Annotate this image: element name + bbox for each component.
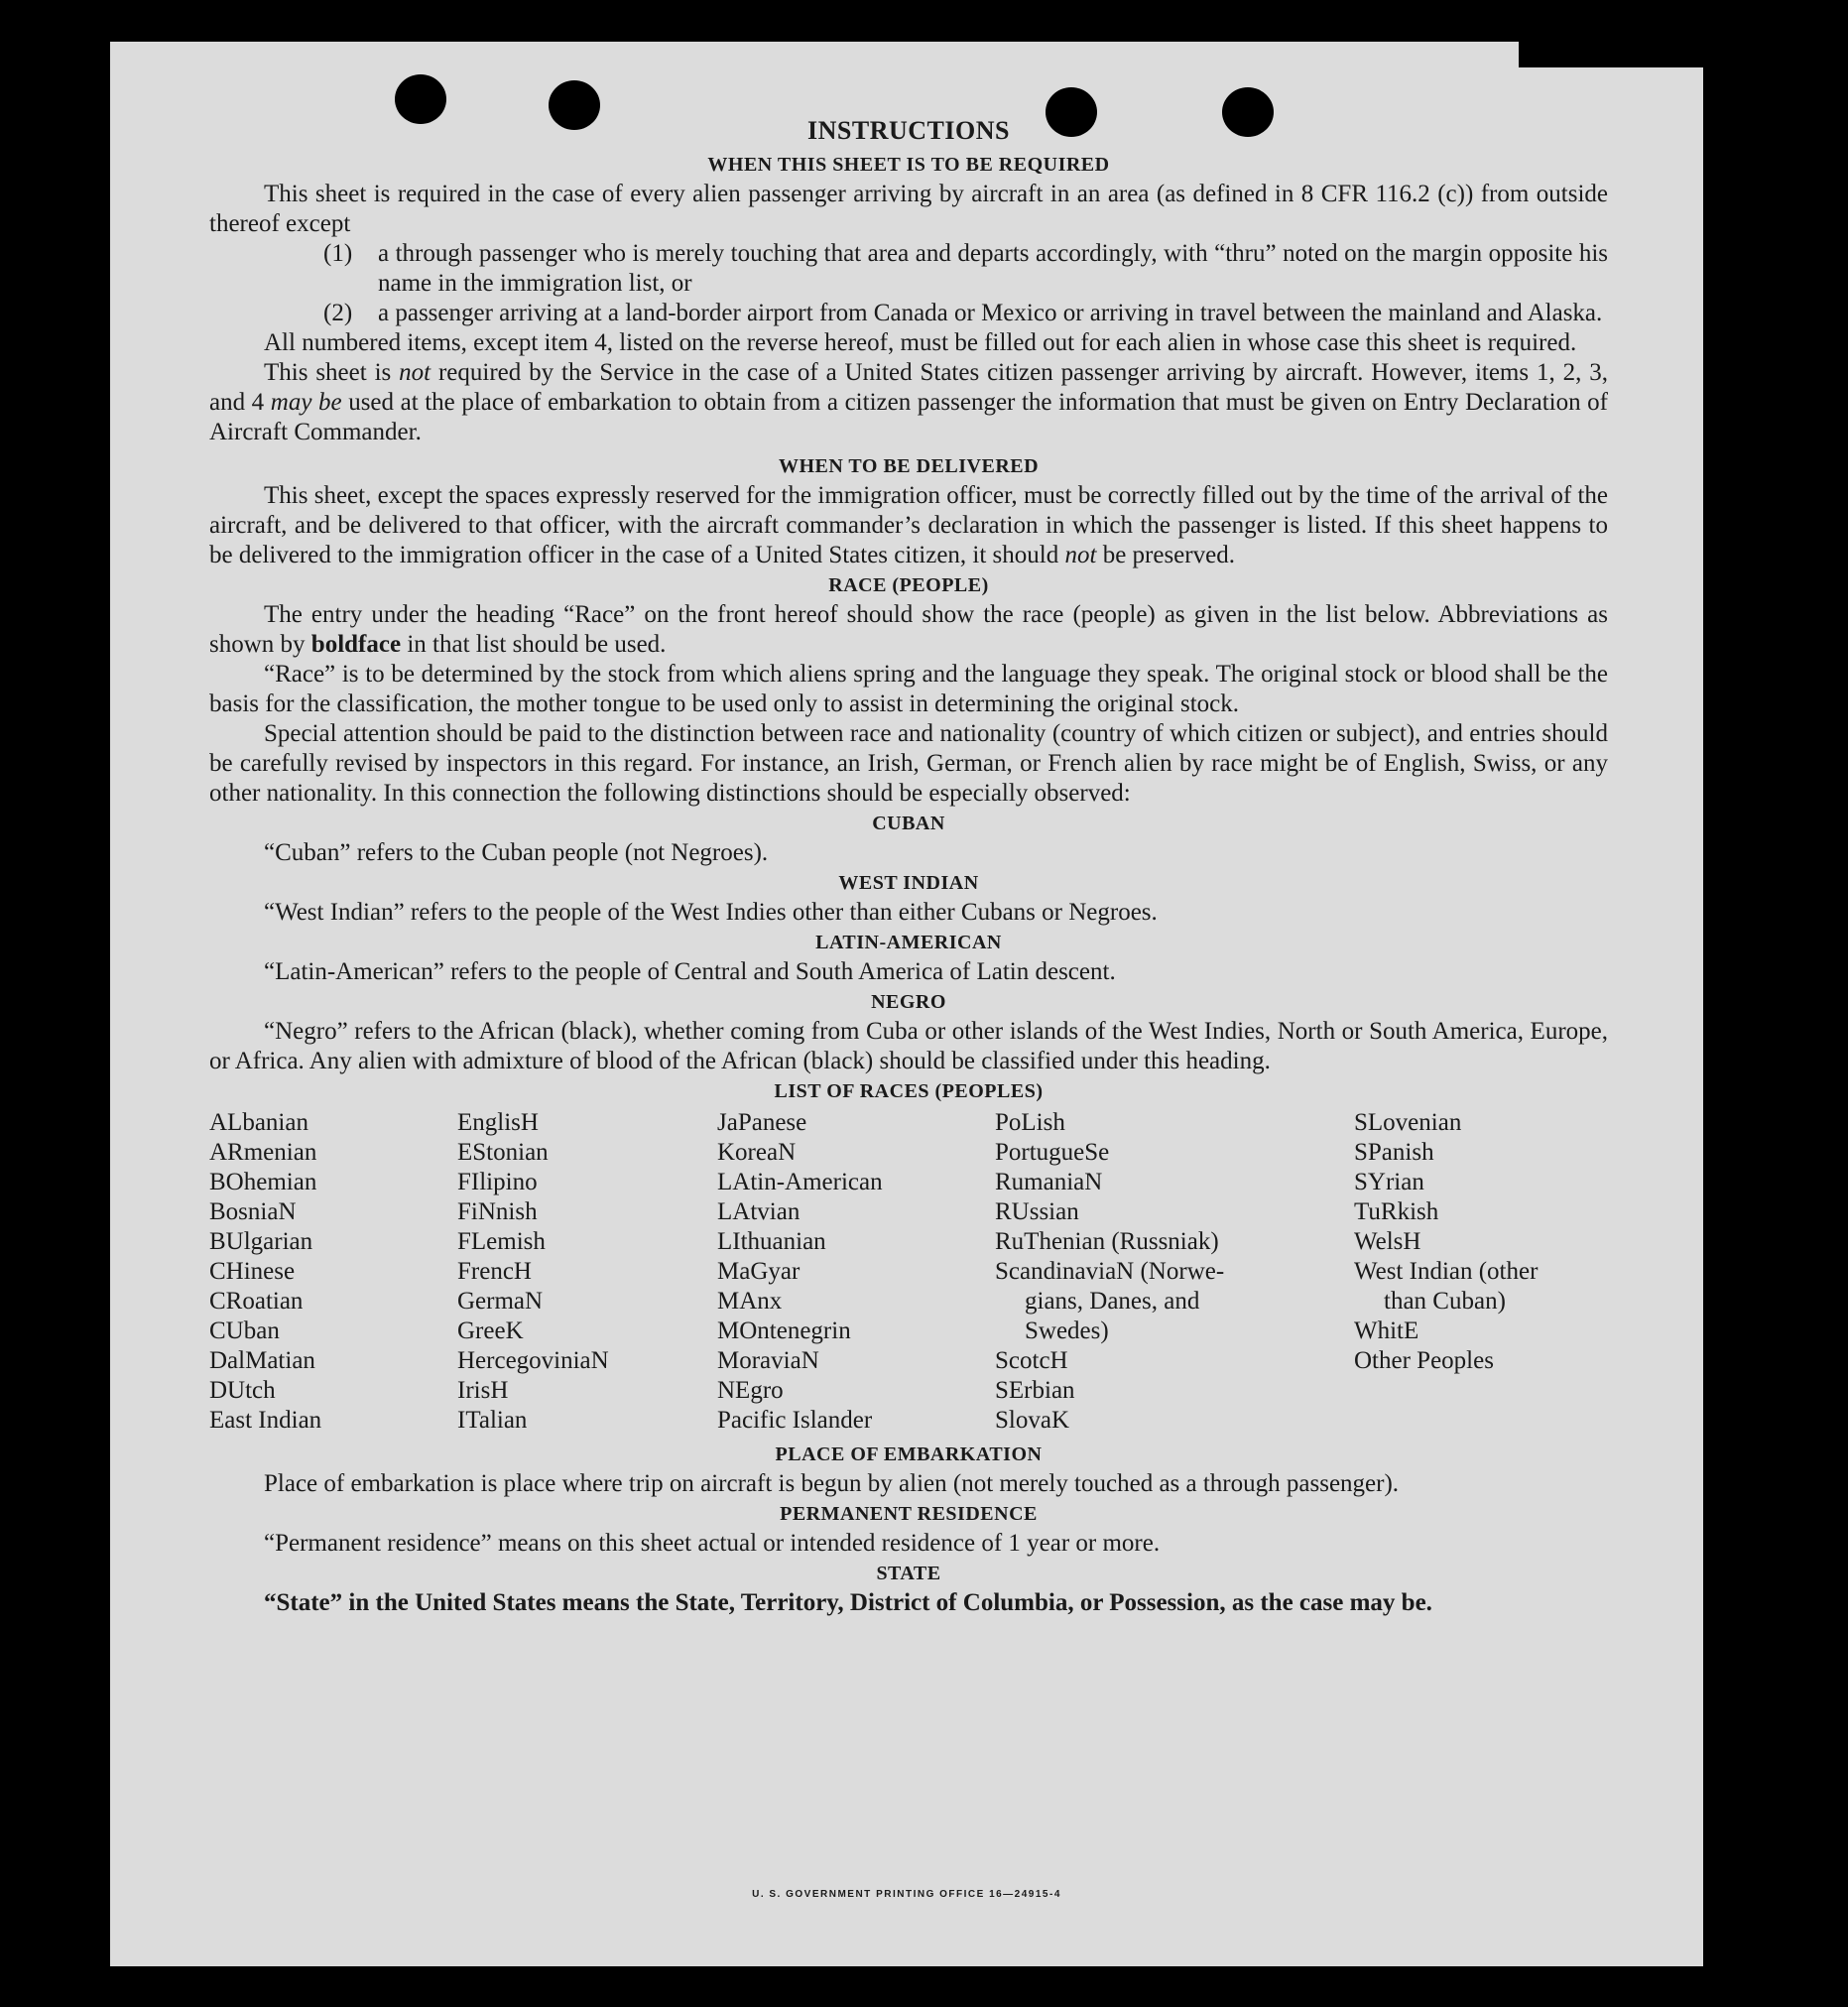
race-entry: PortugueSe [995,1139,1110,1166]
race-entry: RuThenian (Russniak) [995,1228,1219,1255]
list-item [209,299,1608,328]
races-column [457,1108,717,1436]
text-run: required by the Service in the case of a United States citizen passenger arriving by aircraft. However, items 1, 2, 3, and 4 [209,359,1608,416]
race-entry: WelsH [1354,1228,1421,1255]
text-run: This sheet is [264,359,400,386]
italic-text: may be [270,389,342,416]
text-run: This sheet, except the spaces expressly reserved for the immigration officer, must be correctly filled out by the time of the arrival of the aircraft, and be delivered to that officer, with the aircraft commander’s declaration in which the passenger is listed. If this sheet happens to be delivered to the immigration officer in the case of a United States citizen, it should [209,482,1608,568]
race-entry: East Indian [209,1407,322,1434]
race-entry: SlovaK [995,1407,1069,1434]
race-entry: SLovenian [1354,1109,1462,1136]
section-heading-west-indian: WEST INDIAN [838,872,979,894]
race-entry: Pacific Islander [717,1407,873,1434]
race-entry: LAtvian [717,1198,801,1225]
italic-text: not [1064,542,1097,568]
race-entry: RUssian [995,1198,1079,1225]
race-entry: ScotcH [995,1347,1068,1374]
race-entry: RumaniaN [995,1169,1103,1195]
race-entry: ITalian [457,1407,528,1434]
torn-corner [1519,42,1703,67]
race-entry: SPanish [1354,1139,1434,1166]
section-heading-state: STATE [876,1563,941,1584]
race-entry: BUlgarian [209,1228,313,1255]
race-entry: SErbian [995,1377,1075,1404]
races-column [995,1108,1354,1436]
race-entry: BOhemian [209,1169,317,1195]
section-heading-required: WHEN THIS SHEET IS TO BE REQUIRED [707,154,1110,176]
race-entry: ARmenian [209,1139,317,1166]
race-entry: DalMatian [209,1347,315,1374]
race-entry: WhitE [1354,1317,1419,1344]
document-sheet [110,42,1703,1966]
race-entry: MOntenegrin [717,1317,851,1344]
races-list [209,1108,1608,1436]
paragraph [209,600,1608,660]
race-entry: CHinese [209,1258,296,1285]
item-text: a passenger arriving at a land-border airport from Canada or Mexico or arriving in travel between the mainland and Alaska. [378,300,1603,326]
paragraph: “Latin-American” refers to the people of Central and South America of Latin descent. [264,958,1116,985]
race-entry: MoraviaN [717,1347,819,1374]
text-run: The entry under the heading “Race” on the front hereof should show the race (people) as given in the list below. Abbreviations as shown by [209,601,1608,658]
bold-text: boldface [310,631,402,658]
race-entry: NEgro [717,1377,784,1404]
race-entry: GreeK [457,1317,524,1344]
race-entry: CRoatian [209,1288,304,1315]
race-entry: TuRkish [1354,1198,1439,1225]
paragraph: “Permanent residence” means on this sheet actual or intended residence of 1 year or more. [264,1530,1161,1557]
section-heading-cuban: CUBAN [872,813,945,834]
item-text: a through passenger who is merely touching that area and departs accordingly, with “thru” noted on the margin opposite his name in the immigration list, or [378,240,1608,297]
race-entry-continued: than Cuban) [1384,1288,1506,1315]
race-entry: MaGyar [717,1258,801,1285]
section-heading-race: RACE (PEOPLE) [828,574,989,596]
race-entry: KoreaN [717,1139,797,1166]
paragraph: “Negro” refers to the African (black), whether coming from Cuba or other islands of the West Indies, North or South America, Europe, or Africa. Any alien with admixture of blood of the African (black) should be classified under this heading. [209,1018,1608,1074]
paragraph: Place of embarkation is place where trip on aircraft is begun by alien (not merely touched as a through passenger). [264,1470,1400,1497]
race-entry: LAtin-American [717,1169,883,1195]
race-entry: DUtch [209,1377,276,1404]
race-entry: PoLish [995,1109,1065,1136]
section-heading-list-of-races: LIST OF RACES (PEOPLES) [774,1080,1044,1102]
race-entry-continued: Swedes) [1025,1317,1109,1344]
race-entry: FrencH [457,1258,532,1285]
page-title: INSTRUCTIONS [807,116,1010,145]
paragraph: All numbered items, except item 4, listed on the reverse hereof, must be filled out for each alien in whose case this sheet is required. [264,329,1577,356]
paragraph [209,481,1608,570]
section-heading-residence: PERMANENT RESIDENCE [780,1503,1038,1525]
races-column [717,1108,995,1436]
section-heading-negro: NEGRO [871,991,946,1013]
race-entry: FiNnish [457,1198,538,1225]
race-entry: IrisH [457,1377,509,1404]
text-run: used at the place of embarkation to obtain from a citizen passenger the information that must be given on Entry Declaration of Aircraft Commander. [209,389,1608,445]
race-entry: ScandinaviaN (Norwe- [995,1258,1225,1285]
race-entry-continued: gians, Danes, and [1025,1288,1200,1315]
race-entry: FLemish [457,1228,546,1255]
section-heading-embarkation: PLACE OF EMBARKATION [775,1443,1043,1465]
race-entry: West Indian (other [1354,1258,1539,1285]
race-entry: HercegoviniaN [457,1347,609,1374]
paragraph: “Cuban” refers to the Cuban people (not Negroes). [264,839,769,866]
race-entry: FIlipino [457,1169,538,1195]
paragraph: “Race” is to be determined by the stock from which aliens spring and the language they speak. The original stock or blood shall be the basis for the classification, the mother tongue to be used only to assist in determining the original stock. [209,661,1608,717]
race-entry: JaPanese [717,1109,807,1136]
paragraph: “State” in the United States means the State, Territory, District of Columbia, or Possession, as the case may be. [264,1589,1432,1616]
paragraph: “West Indian” refers to the people of the West Indies other than either Cubans or Negroes. [264,899,1158,926]
race-entry: EStonian [457,1139,549,1166]
race-entry: ALbanian [209,1109,308,1136]
paragraph [209,358,1608,447]
race-entry: CUban [209,1317,280,1344]
races-column [1354,1108,1608,1436]
text-run: be preserved. [1096,542,1235,568]
race-entry: Other Peoples [1354,1347,1494,1374]
race-entry: SYrian [1354,1169,1424,1195]
instructions-content [209,116,1608,1618]
paragraph: Special attention should be paid to the distinction between race and nationality (country of which citizen or subject), and entries should be carefully revised by inspectors in this regard. For instance, an Irish, German, or French alien by race might be of English, Swiss, or any other nationality. In this connection the following distinctions should be especially observed: [209,720,1608,807]
item-number: (1) [323,240,353,267]
list-item [209,239,1608,299]
section-heading-latin-american: LATIN-AMERICAN [815,932,1002,953]
printing-office-footer: U. S. GOVERNMENT PRINTING OFFICE 16—24915-4 [752,1889,1061,1900]
text-run: in that list should be used. [401,631,667,658]
paragraph: This sheet is required in the case of every alien passenger arriving by aircraft in an area (as defined in 8 CFR 116.2 (c)) from outside thereof except [209,181,1608,237]
italic-text: not [399,359,431,386]
race-entry: MAnx [717,1288,783,1315]
race-entry: GermaN [457,1288,544,1315]
race-entry: BosniaN [209,1198,297,1225]
item-number: (2) [323,300,353,326]
races-column [209,1108,457,1436]
race-entry: EnglisH [457,1109,539,1136]
section-heading-delivered: WHEN TO BE DELIVERED [778,455,1040,477]
race-entry: LIthuanian [717,1228,826,1255]
